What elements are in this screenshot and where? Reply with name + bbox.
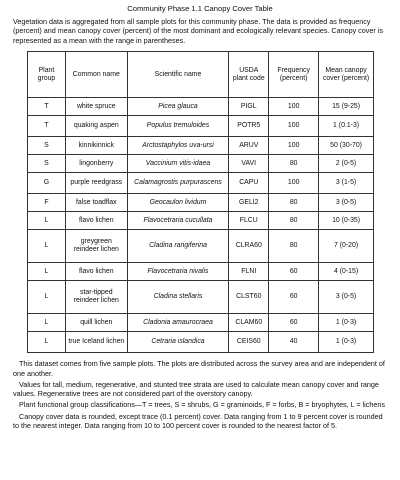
cell-common-name: flavo lichen [65,212,127,230]
cell-common-name: quaking aspen [65,116,127,137]
table-row [28,212,374,230]
cell-scientific-name: Geocaulon lividum [127,194,229,212]
header-plant-group: Plant group [28,52,66,98]
cell-canopy-cover: 7 (0-20) [319,230,374,263]
cell-usda-code: CEIS60 [229,332,269,353]
cell-common-name: quill lichen [65,314,127,332]
cell-plant-group: L [28,332,66,353]
cell-scientific-name: Cladina stellaris [127,281,229,314]
table-row [28,194,374,212]
cell-canopy-cover: 1 (0-3) [319,332,374,353]
cell-frequency: 80 [269,230,319,263]
cell-frequency: 100 [269,173,319,194]
cell-common-name: purple reedgrass [65,173,127,194]
cell-scientific-name: Populus tremuloides [127,116,229,137]
cell-plant-group: L [28,314,66,332]
table-row [28,173,374,194]
cell-canopy-cover: 1 (0-3) [319,314,374,332]
header-frequency: Frequency (percent) [269,52,319,98]
intro-paragraph: Vegetation data is aggregated from all sample plots for this community phase. The data is provided as frequency (percent) and mean canopy cover (percent) of the most dominant and ecologically relevant species. Canopy cover is represented as a mean with the range in parentheses. [13,17,383,45]
table-row [28,116,374,137]
cell-usda-code: FLCU [229,212,269,230]
cell-common-name: greygreen reindeer lichen [65,230,127,263]
note-functional-groups: Plant functional group classifications—T = trees, S = shrubs, G = graminoids, F = forbs, B = bryophytes, L = lichens [19,400,385,410]
cell-scientific-name: Picea glauca [127,98,229,116]
cell-usda-code: VAVI [229,155,269,173]
cell-plant-group: L [28,212,66,230]
cell-canopy-cover: 4 (0-15) [319,263,374,281]
cell-canopy-cover: 10 (0-35) [319,212,374,230]
cell-common-name: flavo lichen [65,263,127,281]
cell-common-name: kinnikinnick [65,137,127,155]
cell-frequency: 60 [269,314,319,332]
cell-frequency: 80 [269,212,319,230]
cell-canopy-cover: 50 (30-70) [319,137,374,155]
cell-canopy-cover: 3 (0-5) [319,194,374,212]
cell-frequency: 80 [269,194,319,212]
table-row [28,332,374,353]
cell-scientific-name: Cladonia amaurocraea [127,314,229,332]
cell-frequency: 80 [269,155,319,173]
cell-usda-code: PIGL [229,98,269,116]
page-title: Community Phase 1.1 Canopy Cover Table [127,4,273,13]
note-rounding: Canopy cover data is rounded, except trace (0.1 percent) cover. Data ranging from 1 to 9 percent cover is rounded to the nearest integer. Data ranging from 10 to 100 percent cover is rounded to the nearest factor of 5. [13,411,383,430]
cell-usda-code: ARUV [229,137,269,155]
cell-frequency: 40 [269,332,319,353]
canopy-cover-table [27,51,374,353]
cell-frequency: 100 [269,98,319,116]
cell-plant-group: L [28,230,66,263]
cell-scientific-name: Calamagrostis purpurascens [127,173,229,194]
cell-usda-code: CLRA60 [229,230,269,263]
cell-plant-group: F [28,194,66,212]
cell-canopy-cover: 1 (0.1-3) [319,116,374,137]
cell-scientific-name: Cladina rangiferina [127,230,229,263]
cell-common-name: star-tipped reindeer lichen [65,281,127,314]
note-tree-strata: Values for tall, medium, regenerative, and stunted tree strata are used to calculate mean canopy cover and range values. Regenerative trees are not considered part of the overstory canopy. [13,379,379,399]
cell-canopy-cover: 3 (0-5) [319,281,374,314]
cell-usda-code: FLNI [229,263,269,281]
cell-usda-code: POTR5 [229,116,269,137]
header-canopy-cover: Mean canopy cover (percent) [319,52,374,98]
cell-plant-group: T [28,116,66,137]
cell-common-name: lingonberry [65,155,127,173]
cell-plant-group: T [28,98,66,116]
table-row [28,230,374,263]
cell-canopy-cover: 15 (9-25) [319,98,374,116]
cell-frequency: 60 [269,281,319,314]
cell-usda-code: CLAM60 [229,314,269,332]
table-row [28,314,374,332]
cell-common-name: false toadflax [65,194,127,212]
cell-plant-group: S [28,137,66,155]
cell-scientific-name: Flavocetraria nivalis [127,263,229,281]
note-sample-plots: This dataset comes from five sample plots. The plots are distributed across the survey area and are independent of one another. [13,359,385,378]
cell-scientific-name: Flavocetraria cucullata [127,212,229,230]
cell-canopy-cover: 3 (1-5) [319,173,374,194]
cell-usda-code: CAPU [229,173,269,194]
cell-scientific-name: Cetraria islandica [127,332,229,353]
cell-scientific-name: Arctostaphylos uva-ursi [127,137,229,155]
notes-section [13,359,387,430]
table-row [28,263,374,281]
header-usda-code: USDA plant code [229,52,269,98]
header-common-name: Common name [65,52,127,98]
cell-plant-group: L [28,281,66,314]
cell-frequency: 60 [269,263,319,281]
cell-usda-code: GELI2 [229,194,269,212]
cell-scientific-name: Vaccinium vitis-idaea [127,155,229,173]
table-row [28,155,374,173]
cell-usda-code: CLST60 [229,281,269,314]
cell-frequency: 100 [269,137,319,155]
header-scientific-name: Scientific name [127,52,229,98]
table-row [28,98,374,116]
cell-common-name: white spruce [65,98,127,116]
cell-canopy-cover: 2 (0-5) [319,155,374,173]
table-row [28,281,374,314]
cell-frequency: 100 [269,116,319,137]
table-header-row [28,52,374,98]
cell-plant-group: G [28,173,66,194]
cell-plant-group: L [28,263,66,281]
cell-common-name: true Iceland lichen [65,332,127,353]
cell-plant-group: S [28,155,66,173]
table-row [28,137,374,155]
